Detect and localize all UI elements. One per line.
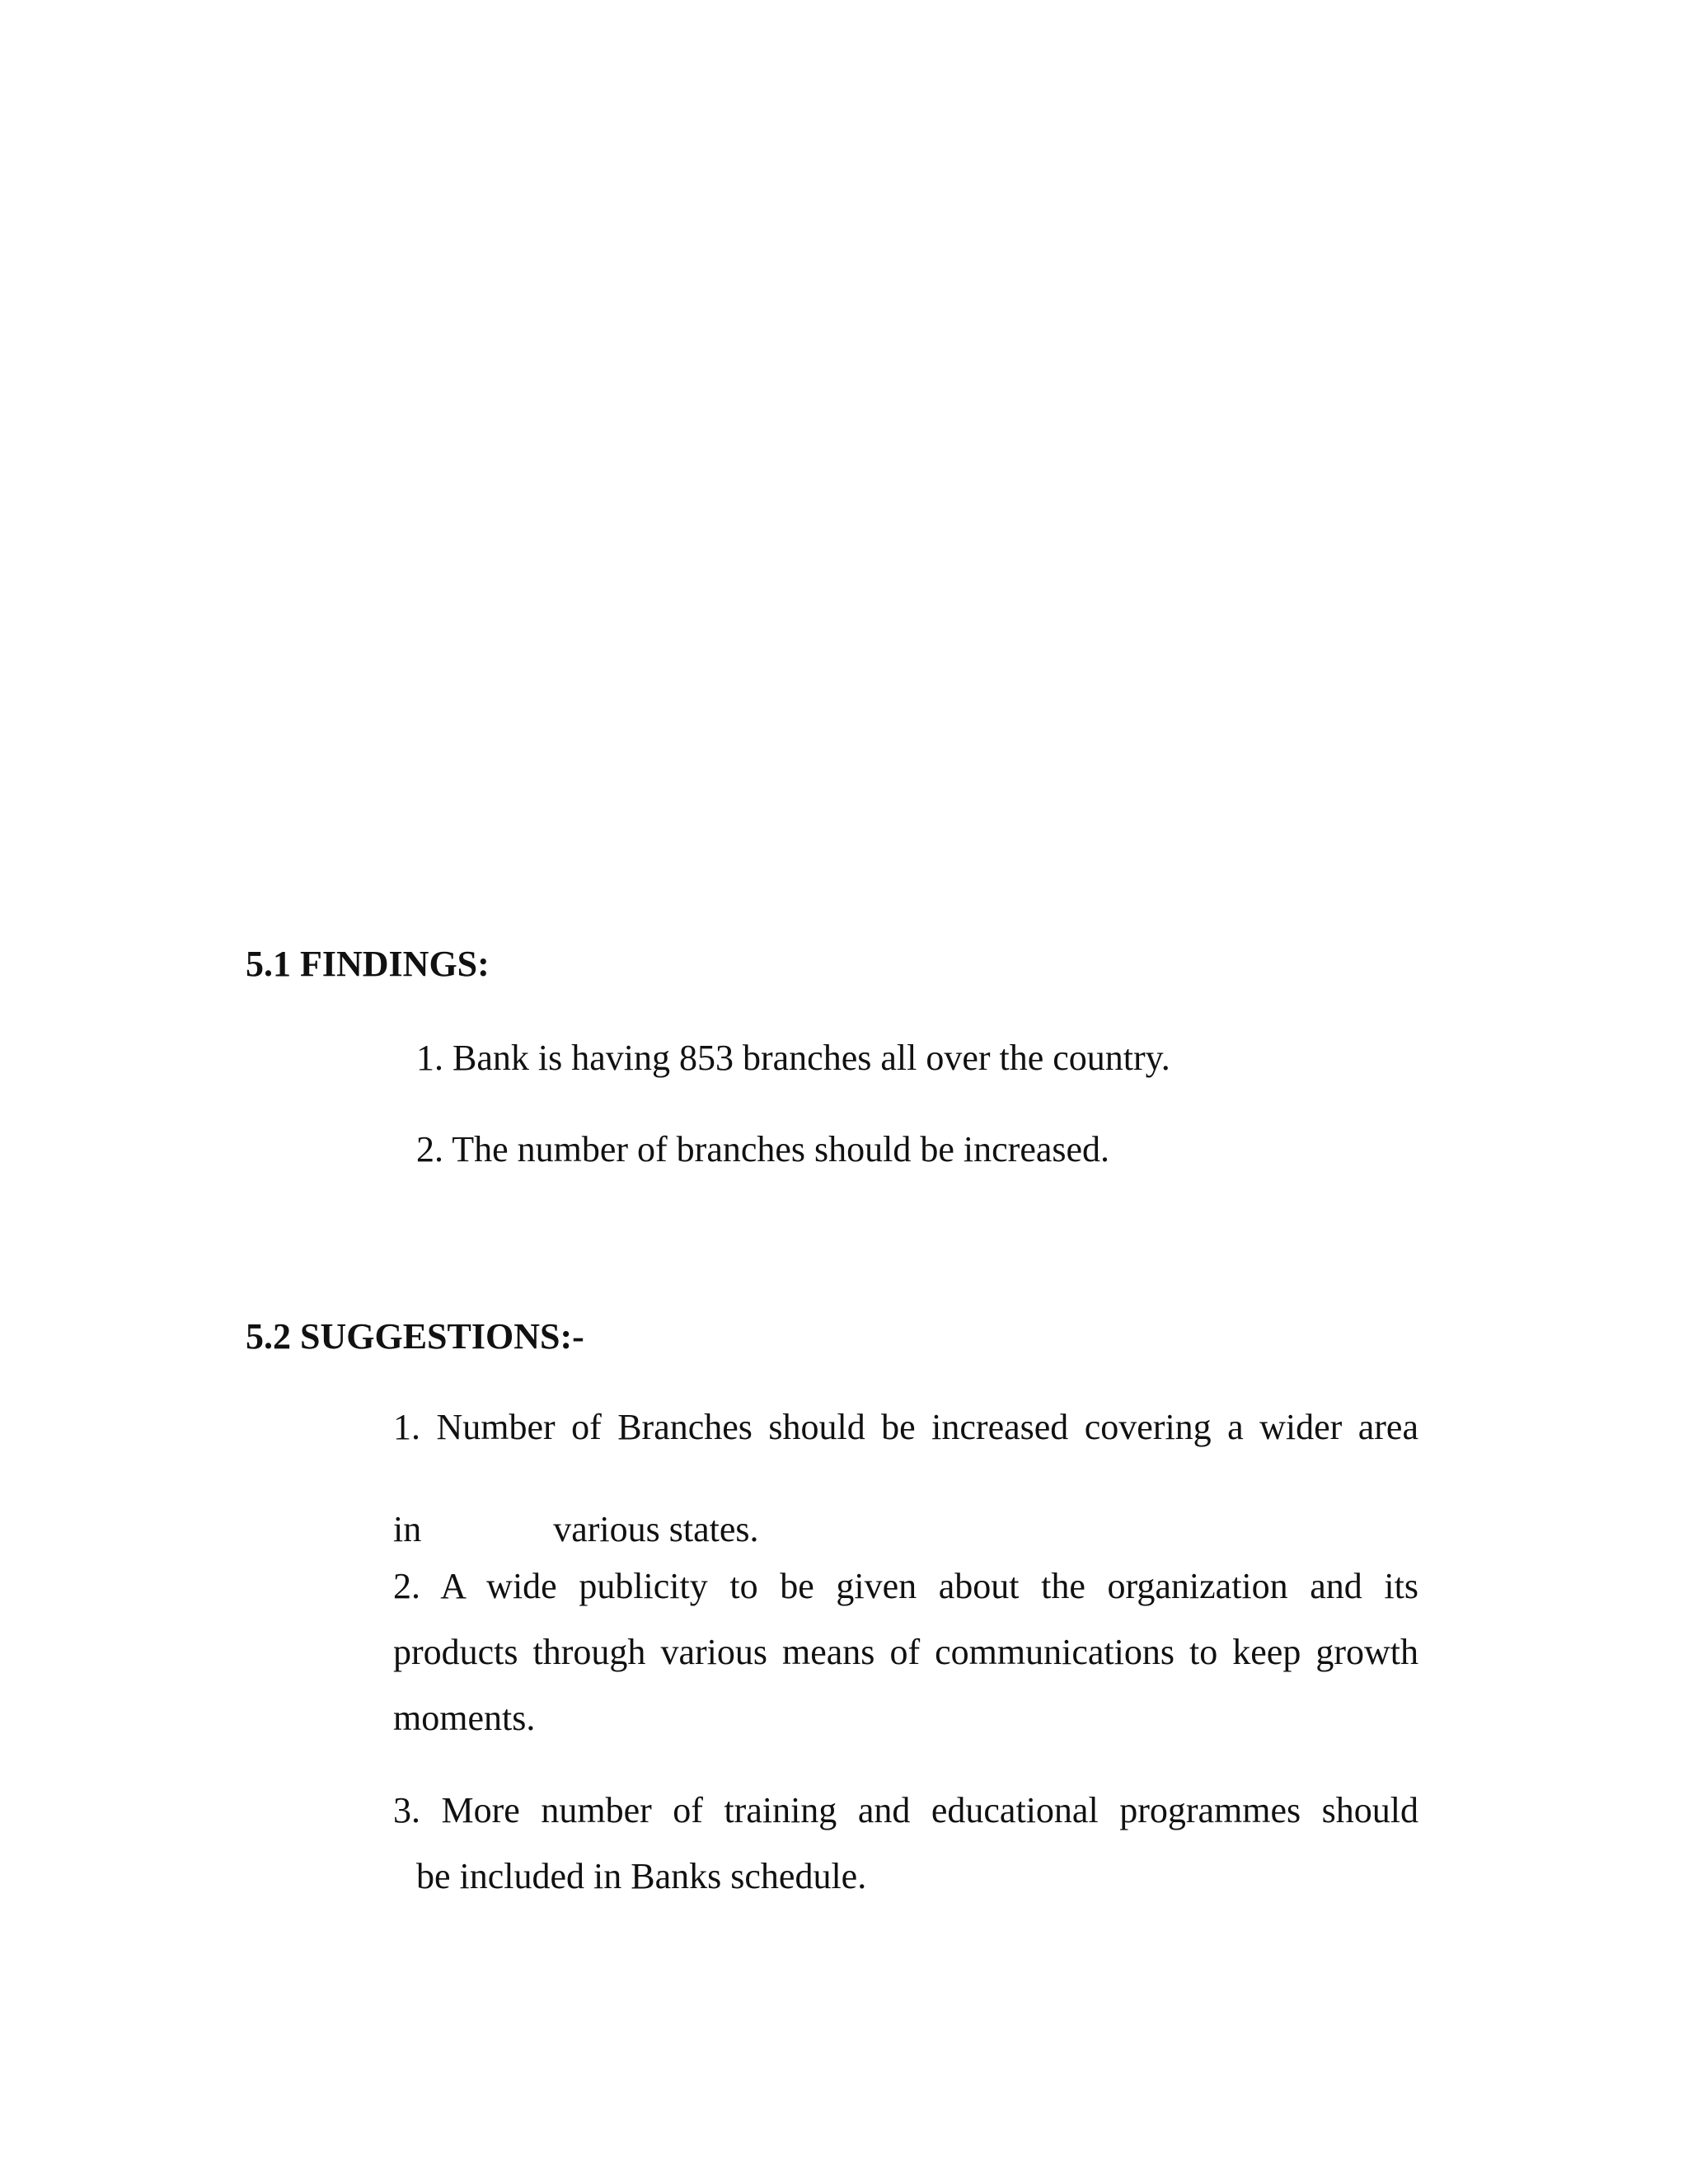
suggestion-3-line: 3. More number of training and educational programmes should bbox=[393, 1790, 1418, 1830]
suggestion-1-line bbox=[393, 1511, 759, 1548]
suggestion-2-line: 2. A wide publicity to be given about the organization and its bbox=[393, 1566, 1418, 1606]
suggestions-heading: 5.2 SUGGESTIONS:- bbox=[246, 1316, 584, 1357]
finding-item: 1. Bank is having 853 branches all over the country. bbox=[416, 1038, 1170, 1078]
suggestion-2-line: products through various means of communications to keep growth bbox=[393, 1632, 1418, 1672]
suggestion-1-line: 1. Number of Branches should be increased covering a wider area bbox=[393, 1407, 1418, 1447]
findings-heading: 5.1 FINDINGS: bbox=[246, 944, 490, 984]
suggestion-1-word: in bbox=[393, 1509, 422, 1549]
suggestion-2-line: moments. bbox=[393, 1698, 536, 1738]
finding-item: 2. The number of branches should be increased. bbox=[416, 1129, 1110, 1169]
suggestion-1-word: various states. bbox=[553, 1509, 759, 1549]
suggestion-3-line: be included in Banks schedule. bbox=[416, 1856, 867, 1896]
